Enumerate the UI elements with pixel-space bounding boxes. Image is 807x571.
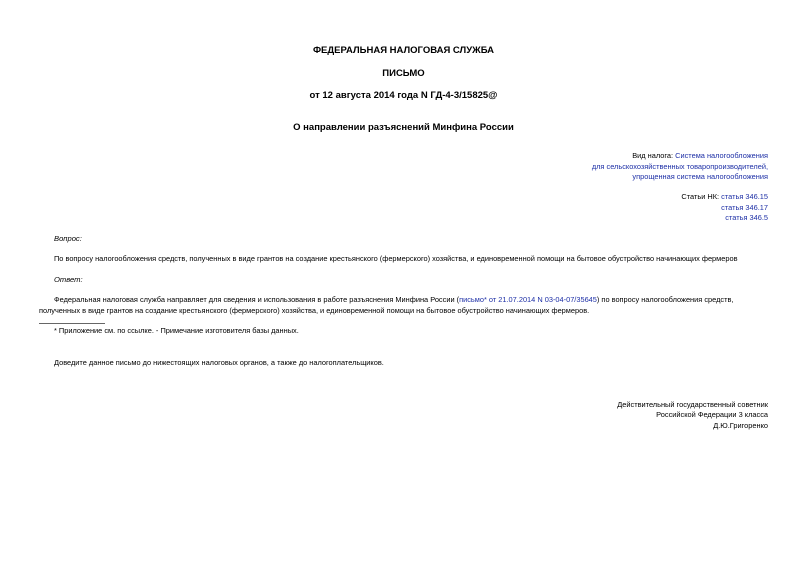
signature-title-line-2: Российской Федерации 3 класса	[656, 410, 768, 420]
article-link-346-5[interactable]: статья 346.5	[725, 213, 768, 222]
tax-type-link-2[interactable]: для сельскохозяйственных товаропроизводителей,	[591, 161, 768, 171]
tax-type-line-1	[592, 151, 768, 162]
signature-block	[617, 400, 768, 431]
footnote-divider	[39, 323, 105, 324]
articles-block	[681, 192, 768, 224]
closing-text: Доведите данное письмо до нижестоящих налоговых органов, а также до налогоплательщиков.	[54, 358, 384, 367]
tax-type-block	[592, 151, 768, 183]
answer-paragraph	[39, 295, 769, 316]
tax-type-link-3[interactable]: упрощенная система налогообложения	[632, 172, 768, 181]
letter-link[interactable]: письмо	[459, 295, 484, 304]
question-text: По вопросу налогообложения средств, полученных в виде грантов на создание крестьянского (фермерского) хозяйства, и единовременной помощи на бытовое обустройство начинающих фермеров	[54, 254, 738, 263]
answer-text-start: Федеральная налоговая служба направляет для сведения и использования в работе разъяснения Минфина России (	[54, 295, 460, 304]
signature-name: Д.Ю.Григоренко	[713, 420, 768, 430]
question-label: Вопрос:	[54, 234, 82, 243]
doc-type: ПИСЬМО	[382, 68, 425, 79]
letter-link-details[interactable]: * от 21.07.2014 N 03-04-07/35645	[483, 295, 597, 304]
tax-type-link-1[interactable]: Система налогообложения	[675, 151, 768, 160]
article-link-346-15[interactable]: статья 346.15	[721, 192, 768, 201]
article-link-346-17[interactable]: статья 346.17	[721, 202, 768, 212]
signature-title-line-1: Действительный государственный советник	[617, 400, 768, 409]
doc-subject: О направлении разъяснений Минфина России	[293, 122, 514, 133]
answer-text-end: ) по вопросу налогообложения средств, полученных в виде грантов на создание крестьянского (фермерского) хозяйства, и единовременной помощи на бытовое обустройство начинающих фермеров.	[39, 295, 734, 315]
tax-type-label: Вид налога:	[632, 151, 674, 160]
articles-label: Статьи НК:	[681, 192, 720, 201]
answer-label: Ответ:	[54, 275, 83, 284]
doc-date-number: от 12 августа 2014 года N ГД-4-3/15825@	[309, 90, 498, 101]
footnote-text: * Приложение см. по ссылке. - Примечание изготовителя базы данных.	[54, 326, 299, 335]
agency-title: ФЕДЕРАЛЬНАЯ НАЛОГОВАЯ СЛУЖБА	[312, 45, 495, 56]
